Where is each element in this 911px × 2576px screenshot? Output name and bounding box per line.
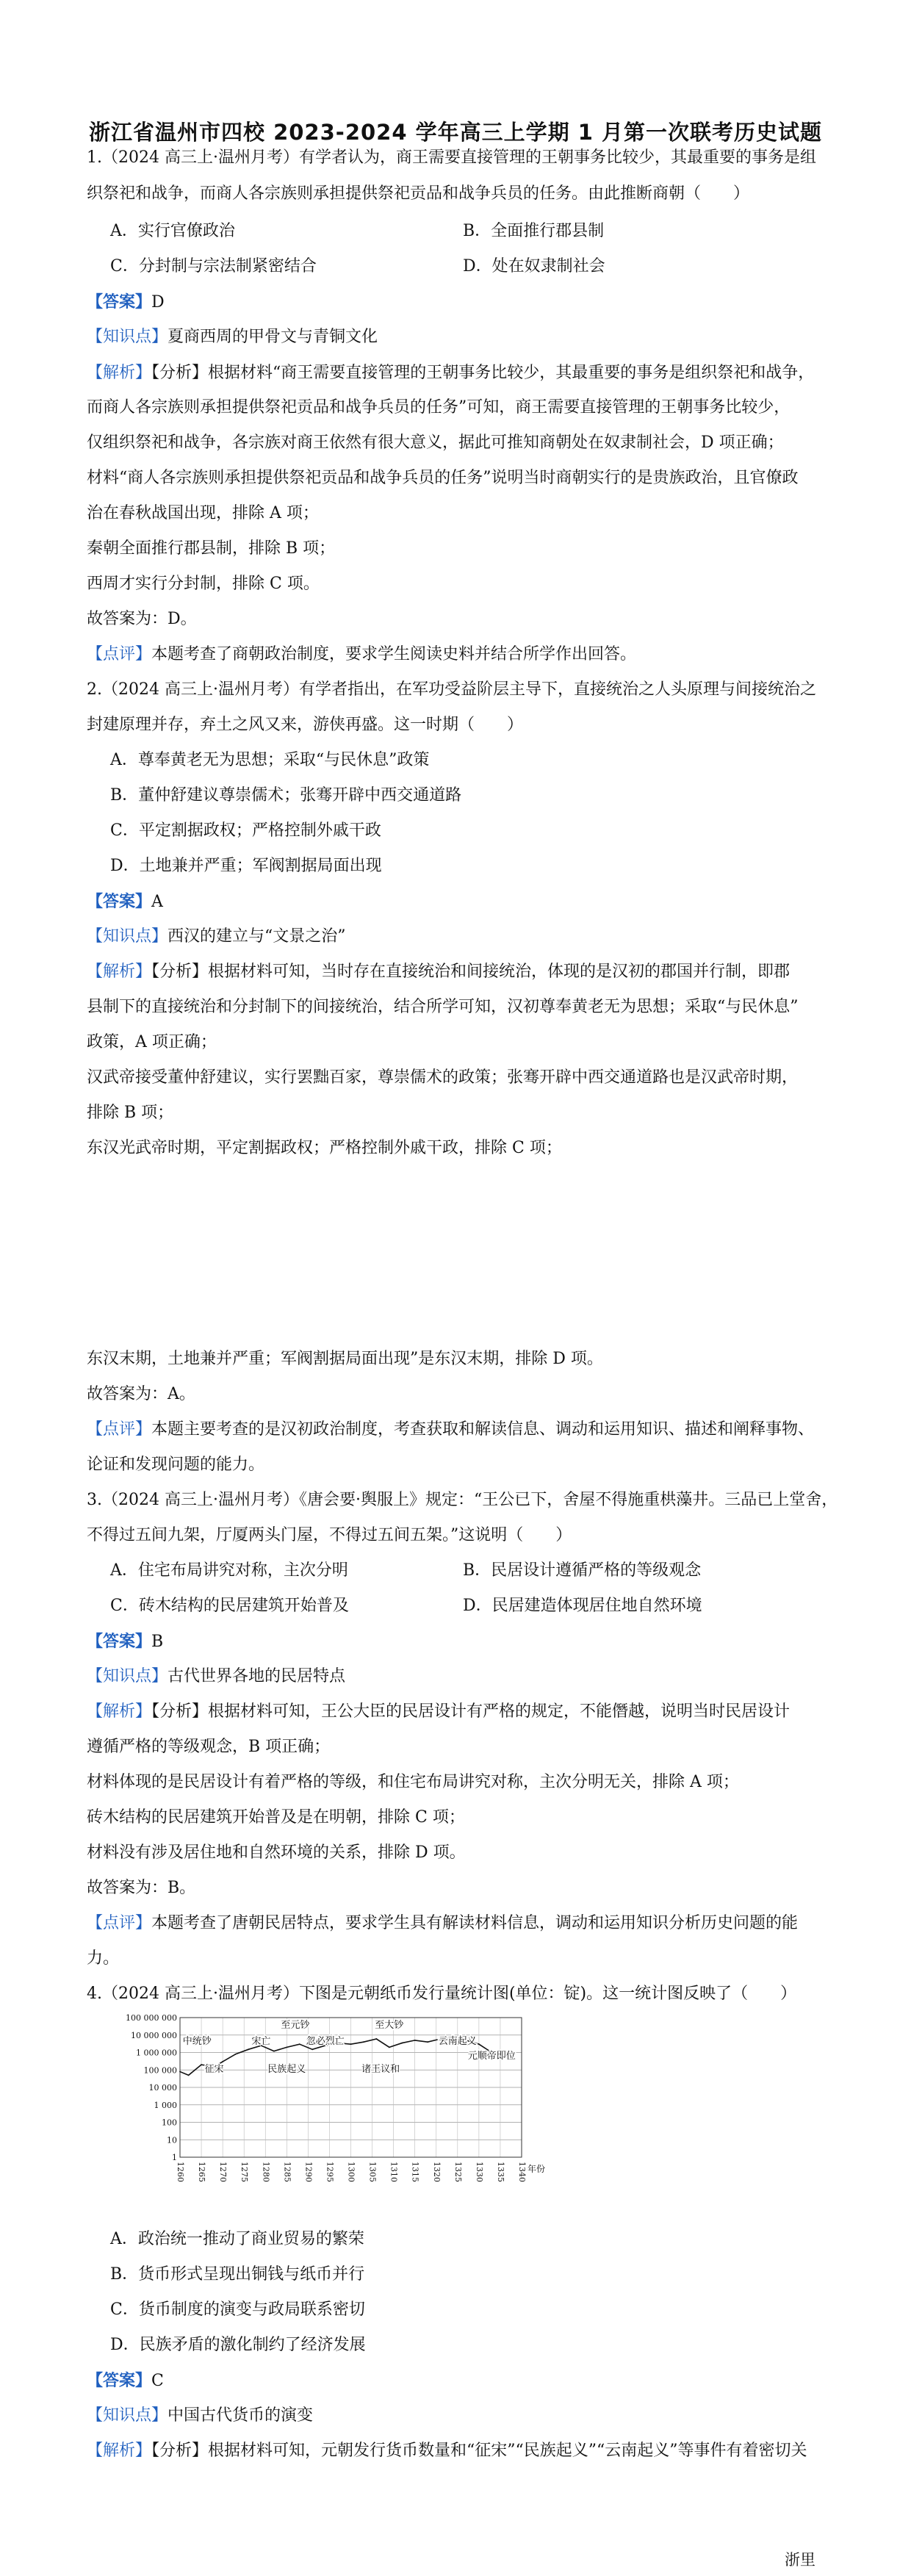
text-line: [110, 820, 381, 842]
line-text: A．住宅布局讲究对称，主次分明: [110, 1561, 348, 1580]
text-line: [87, 1913, 798, 1935]
x-tick-label: 1285: [282, 2162, 292, 2182]
text-line: [87, 467, 799, 489]
line-text: 遵循严格的等级观念，B 项正确；: [87, 1738, 331, 1756]
y-tick-label: 1: [172, 2153, 177, 2162]
text-line: [87, 1454, 264, 1476]
y-tick-label: 10 000 000: [131, 2030, 177, 2040]
x-tick-label: 1260: [176, 2162, 185, 2182]
text-line: [87, 1032, 217, 1054]
line-text: D．处在奴隶制社会: [463, 257, 605, 276]
text-line: [87, 1489, 838, 1511]
text-line: [87, 183, 749, 205]
section-tag: 【解析】: [87, 963, 152, 981]
section-tag: 【知识点】: [87, 2406, 168, 2425]
text-line: [87, 961, 790, 983]
chart-annotation: 云南起义: [438, 2036, 477, 2047]
section-tag: 【知识点】: [87, 1667, 168, 1685]
text-line: [87, 503, 319, 525]
line-text: 【分析】根据材料可知，王公大臣的民居设计有严格的规定，不能僭越，说明当时民居设计: [151, 1702, 791, 1721]
line-text: 而商人各宗族则承担提供祭祀贡品和战争兵员的任务”可知，商王需要直接管理的王朝事务比较少，: [87, 398, 791, 417]
chart-annotation: 中统钞: [182, 2036, 212, 2047]
line-text: 砖木结构的民居建筑开始普及是在明朝，排除 C 项；: [87, 1808, 465, 1827]
line-text: A．政治统一推动了商业贸易的繁荣: [110, 2230, 364, 2248]
data-point: [273, 2051, 275, 2052]
line-text: 织祭祀和战争，而商人各宗族则承担提供祭祀贡品和战争兵员的任务。由此推断商朝（ ）: [87, 184, 750, 203]
data-point: [222, 2061, 223, 2062]
text-line: [87, 1525, 572, 1547]
chart-annotation: 至大钞: [375, 2020, 404, 2031]
x-tick-label: 1335: [495, 2162, 505, 2182]
y-tick-label: 100: [162, 2118, 177, 2128]
line-text: C: [151, 2372, 164, 2390]
text-line: [87, 644, 636, 666]
line-text: 治在春秋战国出现，排除 A 项；: [87, 504, 319, 522]
text-line: [110, 785, 461, 807]
y-tick-label: 100 000 000: [126, 2013, 177, 2023]
text-line: [87, 1701, 790, 1723]
x-axis-label: 年份: [527, 2164, 546, 2174]
text-line: [87, 538, 335, 560]
line-text: B．全面推行郡县制: [463, 222, 605, 240]
text-line: [110, 855, 382, 877]
line-text: D．民族矛盾的激化制约了经济发展: [110, 2336, 366, 2354]
text-line: [110, 256, 317, 278]
text-line: [87, 147, 816, 169]
data-point: [389, 2046, 390, 2048]
line-text: 【分析】根据材料可知，当时存在直接统治和间接统治，体现的是汉初的郡国并行制，即郡: [151, 963, 791, 981]
section-tag: 【知识点】: [87, 927, 168, 946]
data-point: [427, 2041, 428, 2043]
line-text: 东汉光武帝时期，平定割据政权；严格控制外戚干政，排除 C 项；: [87, 1139, 562, 1157]
line-text: 秦朝全面推行郡县制，排除 B 项；: [87, 539, 336, 558]
line-text: 材料没有涉及居住地和自然环境的关系，排除 D 项。: [87, 1843, 466, 1862]
section-tag: 【知识点】: [87, 328, 168, 346]
text-line: [87, 432, 784, 454]
x-tick-label: 1300: [346, 2162, 356, 2182]
text-line: [463, 1595, 702, 1617]
data-point: [248, 2048, 249, 2050]
y-tick-label: 10 000: [148, 2083, 177, 2093]
section-tag: 【点评】: [87, 645, 152, 663]
line-text: 县制下的直接统治和分封制下的间接统治，结合所学可知，汉初尊奉黄老无为思想；采取“与民休息”: [87, 998, 799, 1016]
section-tag: 【解析】: [87, 364, 152, 382]
line-text: A: [151, 893, 163, 911]
text-line: [87, 996, 799, 1018]
line-text: 西汉的建立与“文景之治”: [168, 927, 346, 946]
line-text: 本题考查了唐朝民居特点，要求学生具有解读材料信息，调动和运用知识分析历史问题的能: [151, 1914, 799, 1932]
text-line: [87, 1842, 466, 1864]
text-line: [87, 1384, 195, 1406]
x-tick-label: 1305: [367, 2162, 378, 2182]
x-tick-label: 1320: [431, 2162, 442, 2182]
data-point: [375, 2038, 377, 2040]
text-line: [87, 2405, 313, 2427]
text-line: [87, 1419, 814, 1441]
line-text: B．货币形式呈现出铜钱与纸币并行: [110, 2265, 365, 2284]
line-text: C．砖木结构的民居建筑开始普及: [110, 1597, 349, 1615]
text-line: [87, 291, 165, 314]
section-tag: 【点评】: [87, 1914, 152, 1932]
y-tick-label: 100 000: [143, 2065, 177, 2076]
text-line: [110, 220, 235, 242]
text-line: [87, 1807, 465, 1829]
x-tick-label: 1270: [218, 2162, 228, 2182]
text-line: [87, 714, 523, 736]
chart-annotation: 至元钞: [281, 2020, 310, 2031]
x-tick-label: 1325: [453, 2162, 463, 2182]
text-line: [87, 891, 163, 913]
data-point: [299, 2043, 300, 2045]
line-text: 古代世界各地的民居特点: [168, 1667, 346, 1685]
line-text: 材料体现的是民居设计有着严格的等级，和住宅布局讲究对称，主次分明无关，排除 A 项；: [87, 1773, 739, 1791]
line-text: C．分封制与宗法制紧密结合: [110, 257, 317, 276]
paper-money-chart: [110, 2012, 551, 2210]
line-text: C．货币制度的演变与政局联系密切: [110, 2300, 365, 2319]
text-line: [87, 397, 790, 419]
line-text: D．民居建造体现居住地自然环境: [463, 1597, 702, 1615]
text-line: [87, 608, 197, 630]
text-line: [87, 1630, 163, 1653]
chart-annotation: 元顺帝即位: [467, 2051, 516, 2062]
line-text: 仅组织祭祀和战争，各宗族对商王依然有很大意义，据此可推知商朝处在奴隶制社会，D 项正确；: [87, 433, 784, 452]
chart-annotation: 征宋: [204, 2064, 224, 2075]
x-tick-label: 1275: [240, 2162, 250, 2182]
line-text: 东汉末期，土地兼并严重；军阀割据局面出现”是东汉末期，排除 D 项。: [87, 1350, 603, 1368]
data-point: [312, 2048, 313, 2050]
y-tick-label: 10: [167, 2135, 177, 2145]
line-text: 【分析】根据材料“商王需要直接管理的王朝事务比较少，其最重要的事务是组织祭祀和战争，: [151, 364, 815, 382]
chart-annotation: 宋亡: [251, 2036, 271, 2047]
page-title: 浙江省温州市四校 2023-2024 学年高三上学期 1 月第一次联考历史试题: [88, 120, 823, 145]
line-text: 本题考查了商朝政治制度，要求学生阅读史料并结合所学作出回答。: [151, 645, 637, 663]
section-tag: 【答案】: [87, 2371, 152, 2390]
y-tick-label: 1 000 000: [136, 2048, 177, 2058]
line-text: B．民居设计遵循严格的等级观念: [463, 1561, 702, 1580]
text-line: [463, 256, 605, 278]
x-tick-label: 1265: [197, 2162, 207, 2182]
line-text: 西周才实行分封制，排除 C 项。: [87, 575, 320, 593]
line-text: 论证和发现问题的能力。: [87, 1456, 265, 1474]
x-tick-label: 1340: [517, 2162, 527, 2182]
data-point: [363, 2041, 364, 2043]
x-tick-label: 1295: [325, 2162, 335, 2182]
line-text: 故答案为：D。: [87, 610, 197, 628]
text-line: [87, 1666, 345, 1688]
section-tag: 【答案】: [87, 292, 152, 312]
y-tick-label: 1 000: [154, 2100, 177, 2110]
line-text: 中国古代货币的演变: [168, 2406, 314, 2425]
text-line: [87, 1877, 195, 1899]
data-point: [414, 2040, 416, 2041]
line-text: A．尊奉黄老无为思想；采取“与民休息”政策: [110, 751, 430, 769]
text-line: [110, 2299, 365, 2321]
data-point: [350, 2043, 352, 2045]
text-line: [110, 2334, 366, 2356]
text-line: [87, 926, 346, 948]
line-text: B．董仲舒建议尊崇儒术；张骞开辟中西交通道路: [110, 786, 462, 805]
text-line: [463, 1560, 701, 1582]
x-tick-label: 1280: [261, 2162, 271, 2182]
line-text: 材料“商人各宗族则承担提供祭祀贡品和战争兵员的任务”说明当时商朝实行的是贵族政治，且官僚政: [87, 469, 799, 487]
text-line: [87, 679, 816, 701]
data-point: [201, 2064, 202, 2065]
text-line: [87, 1102, 173, 1124]
section-tag: 【解析】: [87, 2442, 152, 2460]
section-tag: 【点评】: [87, 1420, 152, 1439]
line-text: 【分析】根据材料可知，元朝发行货币数量和“征宋”“民族起义”“云南起义”等事件有着密切关: [151, 2442, 807, 2460]
data-point: [179, 2071, 181, 2073]
line-text: 封建原理并存，弃土之风又来，游侠再盛。这一时期（ ）: [87, 716, 524, 734]
section-tag: 【答案】: [87, 892, 152, 911]
line-text: 不得过五间九架，厅厦两头门屋，不得过五间五架。”这说明（ ）: [87, 1526, 572, 1544]
line-text: 3.（2024 高三上·温州月考）《唐会要·舆服上》规定：“王公已下，舍屋不得施重栱藻井。三品已上堂舍，: [87, 1491, 838, 1509]
chart-annotation: 民族起义: [267, 2064, 306, 2075]
text-line: [110, 749, 429, 771]
line-text: 汉武帝接受董仲舒建议，实行罢黜百家，尊崇儒术的政策；张骞开辟中西交通道路也是汉武帝时期，: [87, 1068, 799, 1087]
x-tick-label: 1315: [410, 2162, 420, 2182]
data-point: [188, 2074, 190, 2076]
text-line: [87, 1348, 603, 1370]
text-line: [87, 362, 814, 384]
section-tag: 【解析】: [87, 1702, 152, 1721]
text-line: [87, 1736, 330, 1758]
line-text: D: [151, 293, 165, 312]
line-text: C．平定割据政权；严格控制外戚干政: [110, 821, 381, 840]
x-tick-label: 1310: [389, 2162, 399, 2182]
line-text: 1.（2024 高三上·温州月考）有学者认为，商王需要直接管理的王朝事务比较少，其最重要的事务是组: [87, 148, 816, 167]
text-line: [87, 1137, 562, 1159]
data-point: [401, 2043, 403, 2044]
line-text: 2.（2024 高三上·温州月考）有学者指出，在军功受益阶层主导下，直接统治之人头原理与间接统治之: [87, 680, 816, 699]
text-line: [110, 2264, 364, 2286]
line-text: 4.（2024 高三上·温州月考）下图是元朝纸币发行量统计图(单位：锭)。这一统计图反映了（ ）: [87, 1985, 797, 2003]
chart-annotation: 忽必烈亡: [306, 2036, 345, 2047]
data-point: [286, 2046, 287, 2048]
x-tick-label: 1330: [474, 2162, 484, 2182]
text-line: [87, 1983, 796, 2005]
line-text: D．土地兼并严重；军阀割据局面出现: [110, 857, 382, 875]
line-text: 力。: [87, 1949, 120, 1968]
data-point: [235, 2054, 237, 2055]
text-line: [110, 2228, 364, 2251]
text-line: [87, 2370, 164, 2392]
line-text: 夏商西周的甲骨文与青铜文化: [168, 328, 378, 346]
line-text: 本题主要考查的是汉初政治制度，考查获取和解读信息、调动和运用知识、描述和阐释事物、: [151, 1420, 815, 1439]
text-line: [87, 1948, 119, 1970]
line-text: 故答案为：B。: [87, 1879, 196, 1897]
x-tick-label: 1290: [303, 2162, 314, 2182]
text-line: [110, 1595, 349, 1617]
line-text: 故答案为：A。: [87, 1385, 195, 1403]
section-tag: 【答案】: [87, 1632, 152, 1651]
text-line: [87, 1771, 739, 1794]
text-line: [110, 1560, 348, 1582]
chart-annotation: 诸王议和: [361, 2064, 400, 2075]
data-point: [478, 2043, 480, 2045]
text-line: [87, 573, 320, 595]
page-footer: 浙里: [785, 2551, 815, 2569]
line-text: A．实行官僚政治: [110, 222, 235, 240]
line-text: B: [151, 1633, 164, 1651]
line-text: 排除 B 项；: [87, 1104, 174, 1122]
text-line: [87, 1067, 798, 1089]
text-line: [463, 220, 604, 242]
text-line: [87, 2440, 807, 2462]
line-text: 政策，A 项正确；: [87, 1033, 217, 1051]
text-line: [87, 326, 378, 348]
